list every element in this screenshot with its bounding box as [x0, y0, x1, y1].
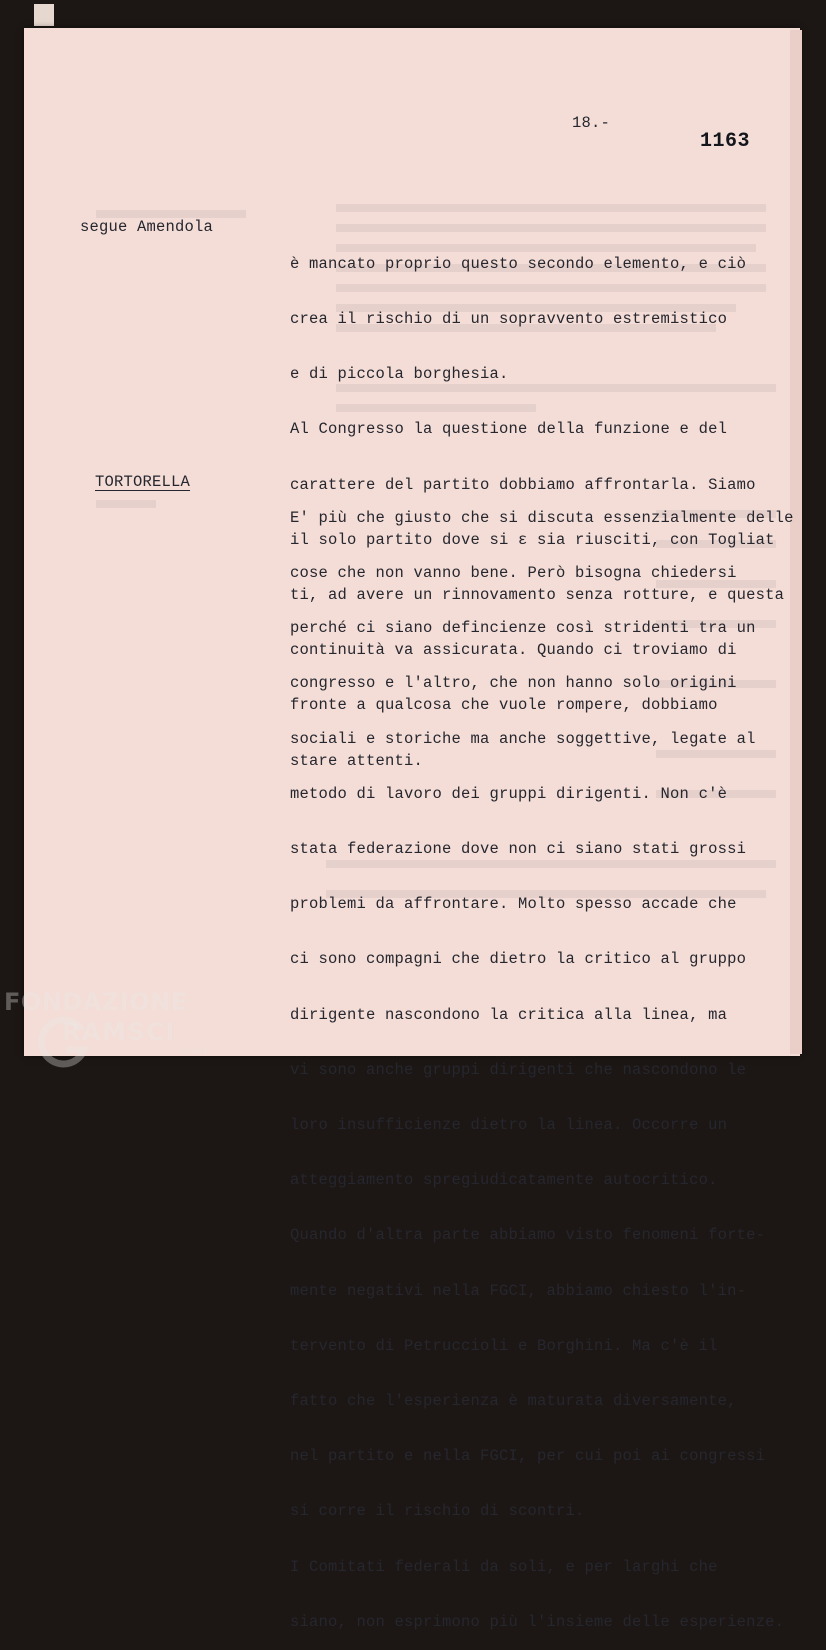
- watermark-subtitle: RAMSCI: [62, 1018, 176, 1046]
- text-line: cose che non vanno bene. Però bisogna chiedersi: [290, 564, 737, 583]
- text-line: sociali e storiche ma anche soggettive, legate al: [290, 729, 756, 748]
- speaker-label: segue Amendola: [80, 218, 214, 236]
- text-line: Quando d'altra parte abbiamo visto fenomeni forte-: [290, 1226, 766, 1245]
- text-line: e di piccola borghesia.: [290, 365, 509, 384]
- text-line: E' più che giusto che si discuta essenzialmente delle: [290, 508, 794, 527]
- speech-paragraph: [290, 472, 795, 1650]
- text-line: Al Congresso la questione della funzione e del: [290, 420, 728, 439]
- speaker-label: TORTORELLA: [95, 473, 191, 491]
- text-line: problemi da affrontare. Molto spesso accade che: [290, 895, 737, 914]
- watermark-suffix: onlus: [182, 1047, 209, 1057]
- text-line: siano, non esprimono più l'insieme delle esperienze.: [290, 1612, 785, 1631]
- text-line: ti, ad avere un rinnovamento senza rotture, e questa: [290, 586, 785, 605]
- page-number: 18.-: [572, 114, 611, 132]
- text-line: perché ci siano defincienze così stridenti tra un: [290, 619, 756, 638]
- g-logo-icon: [36, 1016, 94, 1074]
- text-line: è mancato proprio questo secondo elemento, e ciò: [290, 254, 747, 273]
- text-line: si corre il rischio di scontri.: [290, 1502, 585, 1521]
- text-line: mente negativi nella FGCI, abbiamo chiesto l'in-: [290, 1281, 747, 1300]
- text-line: carattere del partito dobbiamo affrontarla. Siamo: [290, 475, 756, 494]
- text-line: metodo di lavoro dei gruppi dirigenti. Non c'è: [290, 784, 728, 803]
- fondazione-gramsci-watermark: [4, 988, 209, 1057]
- text-line: fronte a qualcosa che vuole rompere, dobbiamo: [290, 696, 718, 715]
- text-line: crea il rischio di un sopravvento estremistico: [290, 310, 728, 329]
- text-line: I Comitati federali da soli, e per larghi che: [290, 1557, 718, 1576]
- text-line: loro insufficienze dietro la linea. Occorre un: [290, 1116, 728, 1135]
- text-line: congresso e l'altro, che non hanno solo origini: [290, 674, 737, 693]
- text-line: stare attenti.: [290, 751, 424, 770]
- text-line: dirigente nascondono la critica alla linea, ma: [290, 1005, 728, 1024]
- watermark-title: FONDAZIONE: [4, 988, 188, 1016]
- paper-clip-mark: [34, 4, 54, 26]
- document-number: 1163: [700, 130, 751, 153]
- text-line: stata federazione dove non ci siano stati grossi: [290, 840, 747, 859]
- text-line: nel partito e nella FGCI, per cui poi ai congressi: [290, 1447, 766, 1466]
- watermark-subtitle-row: [4, 1020, 188, 1044]
- text-line: continuità va assicurata. Quando ci troviamo di: [290, 641, 737, 660]
- text-line: ci sono compagni che dietro la critico al gruppo: [290, 950, 747, 969]
- text-line: atteggiamento spregiudicatamente autocritico.: [290, 1171, 718, 1190]
- text-line: il solo partito dove si ε sia riusciti, con Togliat: [290, 530, 775, 549]
- text-line: tervento di Petruccioli e Borghini. Ma c'è il: [290, 1336, 718, 1355]
- text-line: fatto che l'esperienza è maturata diversamente,: [290, 1392, 737, 1411]
- text-line: vi sono anche gruppi dirigenti che nascondono le: [290, 1060, 747, 1079]
